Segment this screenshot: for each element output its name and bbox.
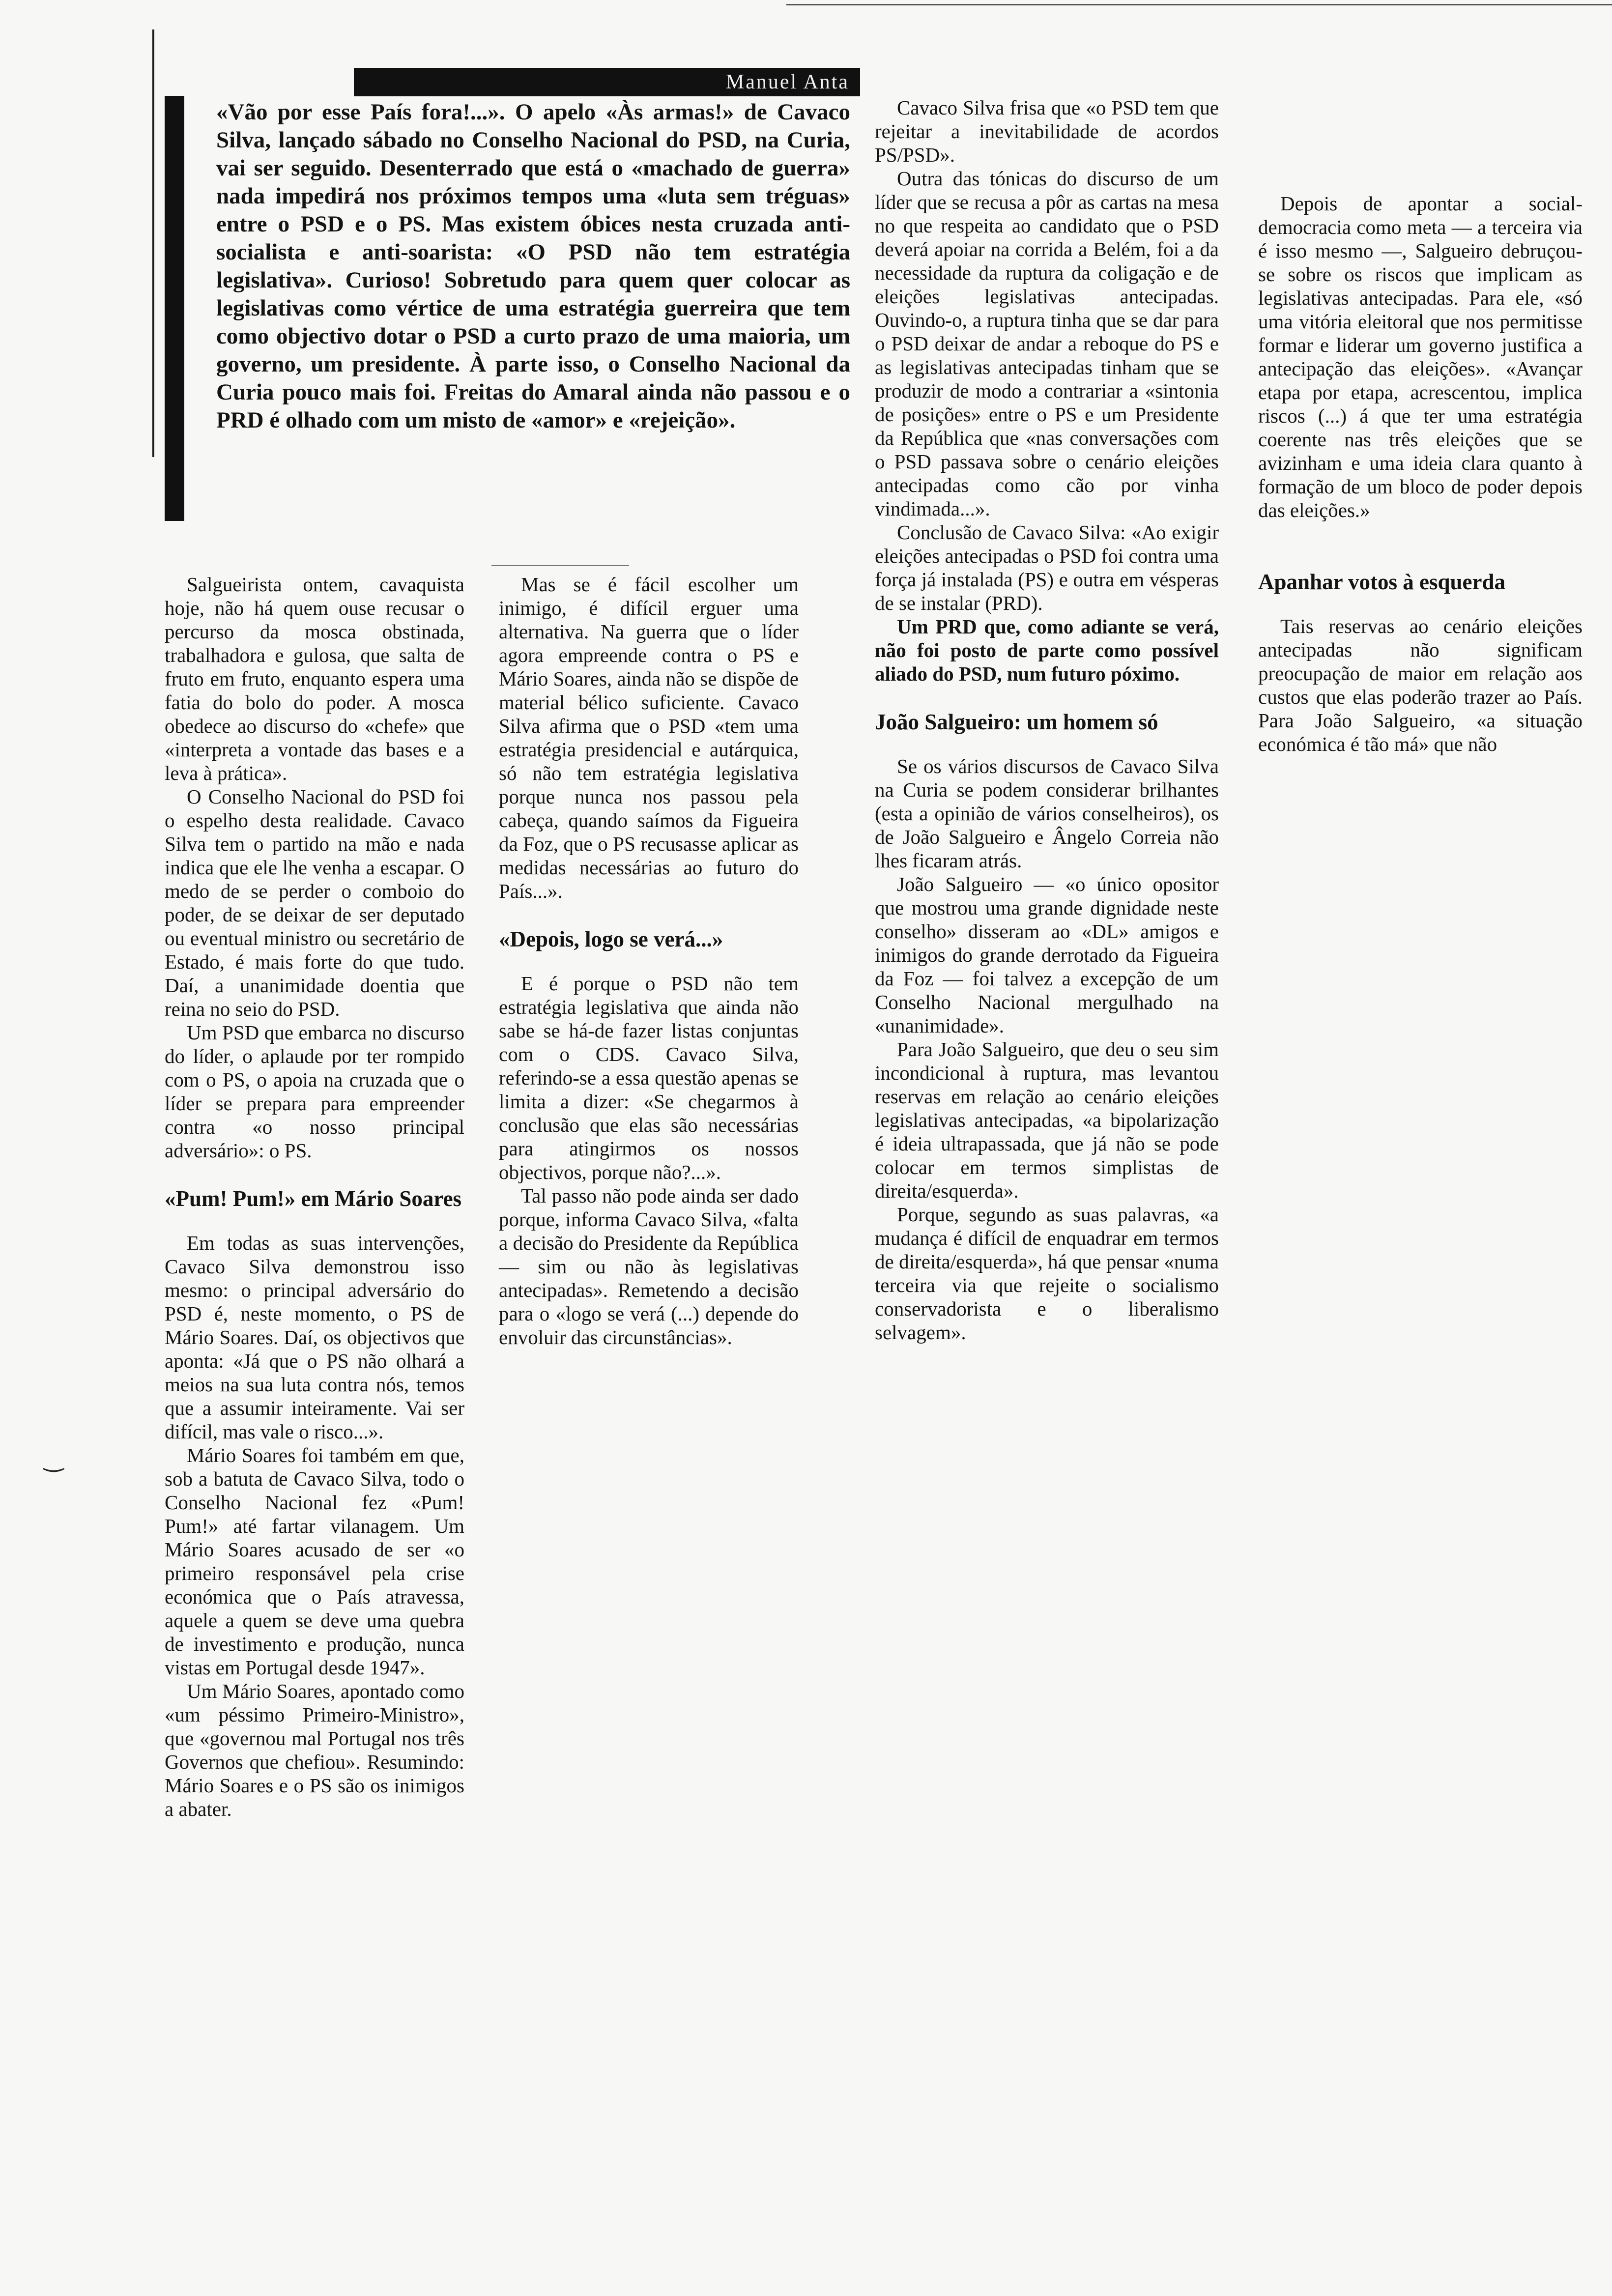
left-margin-rule bbox=[152, 29, 154, 457]
column-1 bbox=[165, 573, 464, 1821]
lead-paragraph: «Vão por esse País fora!...». O apelo «Às armas!» de Cavaco Silva, lançado sábado no Conselho Nacional do PSD, na Curia, vai ser seguido. Desenterrado que está o «machado de guerra» nada impedirá nos próximos tempos uma «luta sem tréguas» entre o PSD e o PS. Mas existem óbices nesta cruzada anti-socialista e anti-soarista: «O PSD não tem estratégia legislativa». Curioso! Sobretudo para quem quer colocar as legislativas como vértice de uma estratégia guerreira que tem como objectivo dotar o PSD a curto prazo de uma maioria, um governo, um presidente. À parte isso, o Conselho Nacional da Curia pouco mais foi. Freitas do Amaral ainda não passou e o PRD é olhado com um misto de «amor» e «rejeição». bbox=[216, 99, 850, 433]
col4-subheading: Apanhar votos à esquerda bbox=[1258, 570, 1505, 594]
col1-paragraph: Um PSD que embarca no discurso do líder, o aplaude por ter rompido com o PS, o apoia na cruzada que o líder se prepara para empreender contra «o nosso principal adversário»: o PS. bbox=[165, 1021, 464, 1162]
margin-mark: ‿ bbox=[44, 1445, 63, 1472]
byline: Manuel Anta bbox=[725, 71, 849, 93]
col2-paragraph: E é porque o PSD não tem estratégia legislativa que ainda não sabe se há-de fazer listas conjuntas com o CDS. Cavaco Silva, referindo-se a essa questão apenas se limita a dizer: «Se chegarmos à conclusão que elas são necessárias para atingirmos os nossos objectivos, porque não?...». bbox=[499, 972, 799, 1183]
col3-paragraph: Se os vários discursos de Cavaco Silva na Curia se podem considerar brilhantes (esta a opinião de vários conselheiros), os de João Salgueiro e Ângelo Correia não lhes ficaram atrás. bbox=[875, 755, 1219, 872]
col2-subheading: «Depois, logo se verá...» bbox=[499, 927, 723, 951]
col3-paragraph: João Salgueiro — «o único opositor que mostrou uma grande dignidade neste conselho» disseram ao «DL» amigos e inimigos do grande derrotado da Figueira da Foz — foi talvez a excepção de um Conselho Nacional mergulhado na «unanimidade». bbox=[875, 873, 1219, 1037]
col3-paragraph: Um PRD que, como adiante se verá, não foi posto de parte como possível aliado do PSD, num futuro póximo. bbox=[875, 615, 1219, 685]
column-3 bbox=[875, 96, 1219, 1344]
col1-paragraph: Mário Soares foi também em que, sob a batuta de Cavaco Silva, todo o Conselho Nacional fez «Pum! Pum!» até fartar vilanagem. Um Mário Soares acusado de ser «o primeiro responsável pela crise económica que o País atravessa, aquele a quem se deve uma quebra de investimento e produção, nunca vistas em Portugal desde 1947». bbox=[165, 1444, 464, 1679]
top-rule bbox=[786, 4, 1612, 5]
col1-paragraph: O Conselho Nacional do PSD foi o espelho desta realidade. Cavaco Silva tem o partido na mão e nada indica que ele lhe venha a escapar. O medo de se perder o comboio do poder, de se deixar de ser deputado ou eventual ministro ou secretário de Estado, é mais forte do que tudo. Daí, a unanimidade doentia que reina no seio do PSD. bbox=[165, 785, 464, 1020]
column-4 bbox=[1258, 192, 1583, 756]
col3-paragraph: Conclusão de Cavaco Silva: «Ao exigir eleições antecipadas o PSD foi contra uma força já instalada (PS) e outra em vésperas de se instalar (PRD). bbox=[875, 521, 1219, 614]
lead-bar bbox=[165, 96, 184, 521]
col3-paragraph: Outra das tónicas do discurso de um líder que se recusa a pôr as cartas na mesa no que respeita ao candidato que o PSD deverá apoiar na corrida a Belém, foi a da necessidade da ruptura da coligação e de eleições legislativas antecipadas. Ouvindo-o, a ruptura tinha que se dar para o PSD deixar de andar a reboque do PS e as legislativas antecipadas tinham que se produzir de modo a contrariar a «sintonia de posições» entre o PS e um Presidente da República que «nas conversações com o PSD passava sobre o cenário eleições antecipadas como cão por vinha vindimada...». bbox=[875, 167, 1219, 520]
col3-paragraph: Para João Salgueiro, que deu o seu sim incondicional à ruptura, mas levantou reservas em relação ao cenário eleições legislativas antecipadas, «a bipolarização é ideia ultrapassada, que já não se pode colocar em termos simplistas de direita/esquerda». bbox=[875, 1038, 1219, 1202]
col3-paragraph: Porque, segundo as suas palavras, «a mudança é difícil de enquadrar em termos de direita/esquerda», há que pensar «numa terceira via que rejeite o socialismo conservadorista e o liberalismo selvagem». bbox=[875, 1203, 1219, 1344]
column-2 bbox=[499, 573, 799, 1349]
col1-paragraph: Um Mário Soares, apontado como «um péssimo Primeiro-Ministro», que «governou mal Portugal nos três Governos que chefiou». Resumindo: Mário Soares e o PS são os inimigos a abater. bbox=[165, 1680, 464, 1820]
col1-paragraph: Em todas as suas intervenções, Cavaco Silva demonstrou isso mesmo: o principal adversário do PSD é, neste momento, o PS de Mário Soares. Daí, os objectivos que aponta: «Já que o PS não olhará a meios na sua luta contra nós, temos que a assumir inteiramente. Vai ser difícil, mas vale o risco...». bbox=[165, 1232, 464, 1443]
col3-subheading: João Salgueiro: um homem só bbox=[875, 710, 1158, 734]
col2-paragraph: Mas se é fácil escolher um inimigo, é difícil erguer uma alternativa. Na guerra que o líder agora empreende contra o PS e Mário Soares, ainda não se dispõe de material bélico suficiente. Cavaco Silva afirma que o PSD «tem uma estratégia presidencial e autárquica, só não tem estratégia legislativa porque nunca nos passou pela cabeça, quando saímos da Figueira da Foz, que o PS recusasse aplicar as medidas necessárias ao futuro do País...». bbox=[499, 573, 799, 902]
col1-subheading: «Pum! Pum!» em Mário Soares bbox=[165, 1186, 462, 1211]
byline-banner bbox=[354, 68, 860, 96]
col4-paragraph: Tais reservas ao cenário eleições antecipadas não significam preocupação de maior em relação aos custos que elas poderão trazer ao País. Para João Salgueiro, «a situação económica é tão má» que não bbox=[1258, 615, 1583, 755]
lead-bottom-rule bbox=[491, 565, 629, 566]
col3-paragraph: Cavaco Silva frisa que «o PSD tem que rejeitar a inevitabilidade de acordos PS/PSD». bbox=[875, 96, 1219, 166]
col2-paragraph: Tal passo não pode ainda ser dado porque, informa Cavaco Silva, «falta a decisão do Presidente da República — sim ou não às legislativas antecipadas». Remetendo a decisão para o «logo se verá (...) depende do envoluir das circunstâncias». bbox=[499, 1184, 799, 1349]
col1-paragraph: Salgueirista ontem, cavaquista hoje, não há quem ouse recusar o percurso da mosca obstinada, trabalhadora e gulosa, que salta de fruto em fruto, enquanto espera uma fatia do bolo do poder. A mosca obedece ao discurso do «chefe» que «interpreta a vontade das bases e a leva à prática». bbox=[165, 573, 464, 784]
col4-paragraph: Depois de apontar a social-democracia como meta — a terceira via é isso mesmo —, Salgueiro debruçou-se sobre os riscos que implicam as legislativas antecipadas. Para ele, «só uma vitória eleitoral que nos permitisse formar e liderar um governo justifica a antecipação das eleições». «Avançar etapa por etapa, acrescentou, implica riscos (...) á que ter uma estratégia coerente nas três eleições que se avizinham e uma ideia clara quanto à formação de um bloco de poder depois das eleições.» bbox=[1258, 192, 1583, 521]
